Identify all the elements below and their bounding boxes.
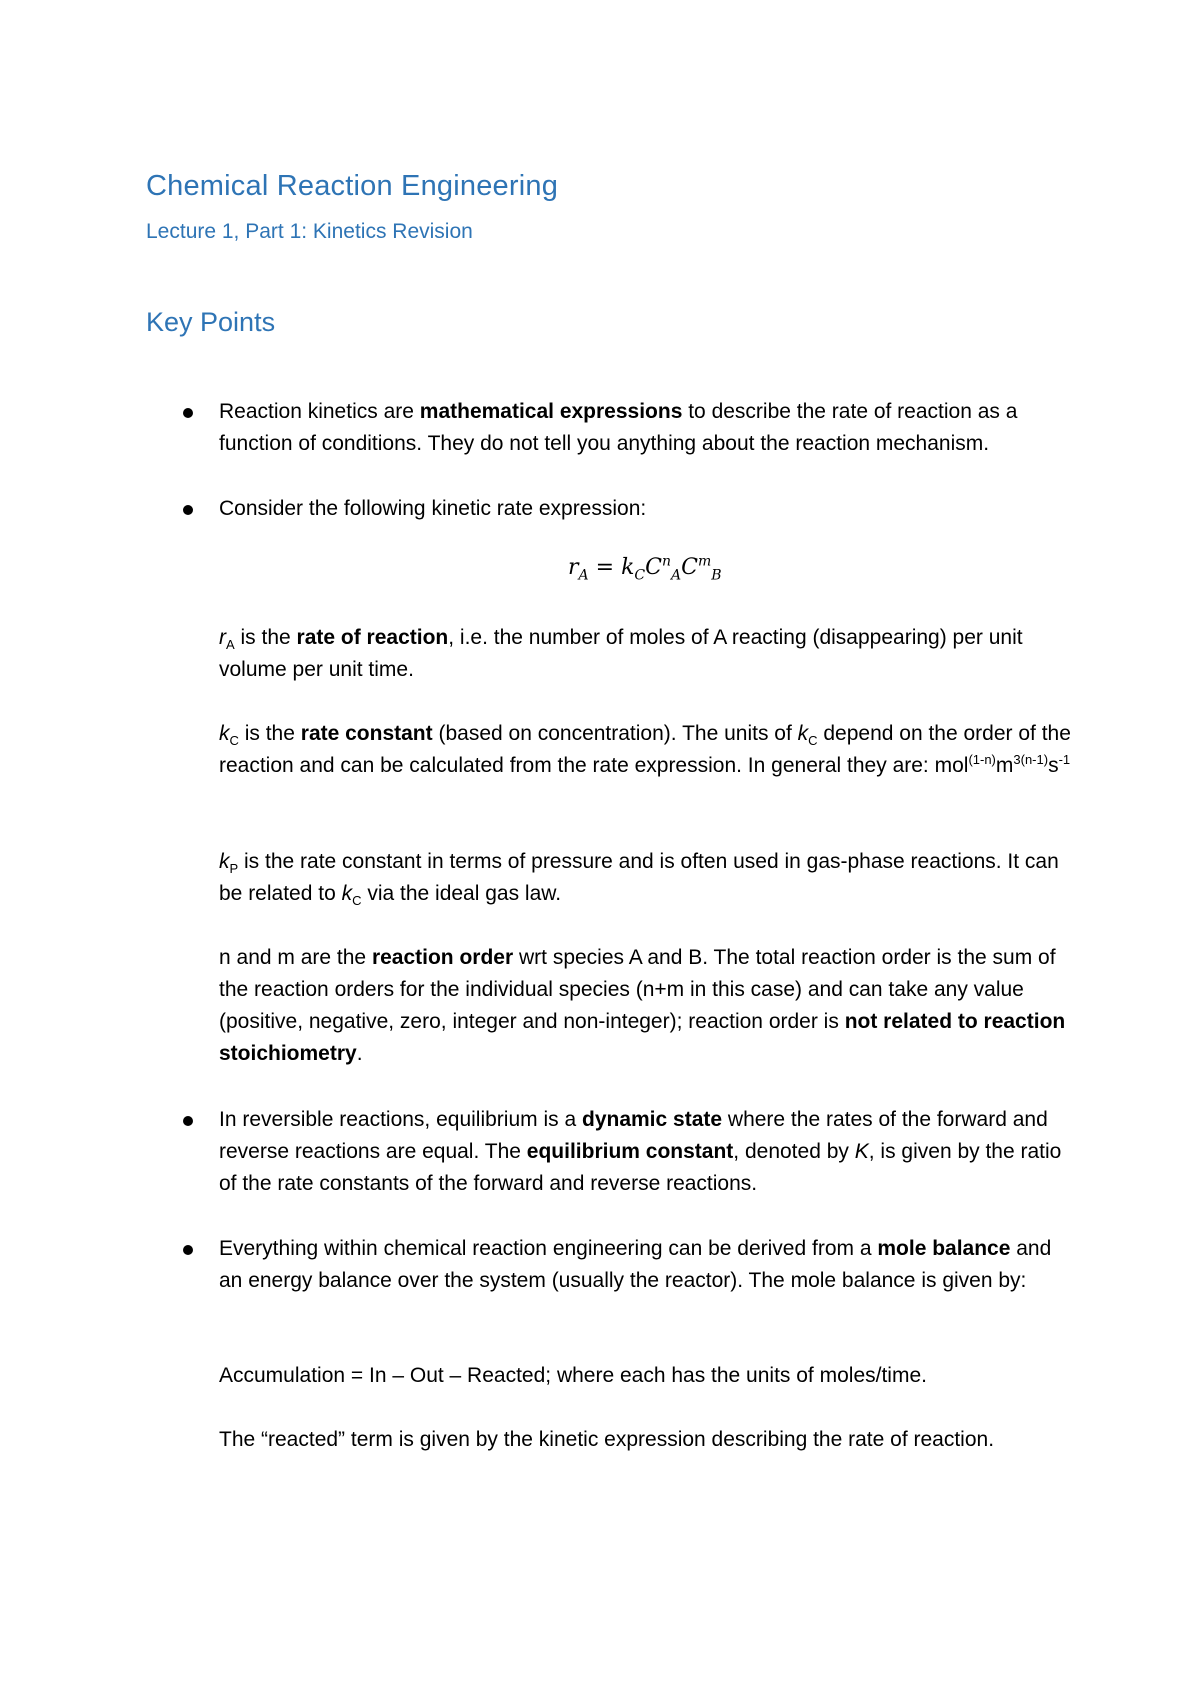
unit-mol: mol: [934, 754, 969, 777]
paragraph-kp: [219, 846, 1079, 910]
symbol: k: [219, 850, 230, 873]
text-run: , is given by the ratio of the rate constants of the forward and reverse reactions.: [219, 1140, 1062, 1195]
text-run: via the ideal gas law.: [361, 882, 562, 905]
text-run: is the: [238, 722, 301, 745]
text-run: wrt species A and B. The total reaction order is the sum of the reaction orders for the individual species (n+m in this case) and can take any value (positive, negative, zero, integer and non-integer); reaction order is: [219, 946, 1056, 1033]
eq-c2-sub: B: [711, 567, 722, 584]
bold-term: reaction order: [371, 946, 514, 969]
unit-s-exp: -1: [1058, 752, 1071, 767]
bold-term: mathematical expressions: [419, 400, 683, 423]
text-run: depend on the order of the reaction and can be calculated from the rate expression. In general they are:: [219, 722, 1071, 777]
eq-r: r: [568, 555, 579, 580]
paragraph-accumulation: Accumulation = In – Out – Reacted; where each has the units of moles/time.: [219, 1364, 927, 1387]
text-run: is the rate constant in terms of pressure and is often used in gas-phase reactions. It can be related to: [219, 850, 1059, 905]
unit-s: s: [1048, 754, 1059, 777]
symbol-sub: C: [229, 733, 239, 749]
symbol: K: [854, 1140, 869, 1163]
bold-term: not related to reaction stoichiometry: [219, 1010, 1066, 1065]
text-run: n and m are the: [219, 946, 372, 969]
section-heading: Key Points: [146, 307, 276, 337]
text-run: and an energy balance over the system (usually the reactor). The mole balance is given by:: [219, 1237, 1052, 1292]
text-run: Consider the following kinetic rate expression:: [219, 497, 647, 520]
symbol-sub: P: [229, 861, 239, 877]
unit-m-exp: 3(n-1): [1013, 752, 1049, 767]
bullet-equilibrium: [219, 1104, 1079, 1200]
symbol: r: [219, 626, 226, 649]
bold-term: rate of reaction: [296, 626, 449, 649]
text-run: (based on concentration). The units of: [432, 722, 798, 745]
symbol: k: [341, 882, 353, 905]
text-run: Everything within chemical reaction engineering can be derived from a: [219, 1237, 878, 1260]
bold-term: dynamic state: [582, 1108, 723, 1131]
bullet-dot: [183, 505, 193, 515]
eq-c1-sub: A: [671, 567, 682, 584]
symbol: k: [797, 722, 809, 745]
paragraph-reaction-order: [219, 942, 1079, 1070]
bold-term: equilibrium constant: [526, 1140, 734, 1163]
unit-mol-exp: (1-n): [968, 752, 996, 767]
text-run: Reaction kinetics are: [219, 400, 420, 423]
bold-term: rate constant: [300, 722, 433, 745]
eq-c1-sup: n: [661, 553, 672, 570]
eq-k: k: [621, 555, 635, 580]
bullet-dot: [183, 408, 193, 418]
paragraph-rate-of-reaction: [219, 622, 1079, 686]
bold-term: mole balance: [877, 1237, 1011, 1260]
eq-r-sub: A: [578, 567, 589, 584]
document-subtitle: Lecture 1, Part 1: Kinetics Revision: [146, 220, 473, 243]
symbol-sub: C: [808, 733, 818, 749]
symbol: k: [219, 722, 230, 745]
bullet-kinetics: [219, 396, 1079, 460]
paragraph-rate-constant: [219, 718, 1079, 782]
text-run: where the rates of the forward and reverse reactions are equal. The: [219, 1108, 1048, 1163]
bullet-dot: [183, 1245, 193, 1255]
document-title: Chemical Reaction Engineering: [146, 170, 559, 202]
bullet-rate-expression: [219, 493, 1079, 525]
text-run: , i.e. the number of moles of A reacting (disappearing) per unit volume per unit time.: [219, 626, 1023, 681]
text-run: to describe the rate of reaction as a function of conditions. They do not tell you anything about the reaction mechanism.: [219, 400, 1018, 455]
unit-m: m: [995, 754, 1014, 777]
text-run: is the: [234, 626, 297, 649]
paragraph-reacted-term: The “reacted” term is given by the kinetic expression describing the rate of reaction.: [219, 1428, 995, 1451]
eq-c2-sup: m: [697, 553, 712, 570]
bullet-dot: [183, 1116, 193, 1126]
bullet-mole-balance: [219, 1233, 1079, 1297]
eq-k-sub: C: [634, 567, 646, 584]
symbol-sub: A: [226, 637, 235, 653]
symbol-sub: C: [352, 893, 362, 909]
rate-equation: [568, 553, 722, 584]
text-run: .: [356, 1042, 363, 1065]
text-run: In reversible reactions, equilibrium is a: [219, 1108, 582, 1131]
text-run: , denoted by: [733, 1140, 855, 1163]
eq-c2: C: [681, 555, 698, 580]
eq-equals: =: [588, 555, 622, 580]
eq-c1: C: [645, 555, 662, 580]
